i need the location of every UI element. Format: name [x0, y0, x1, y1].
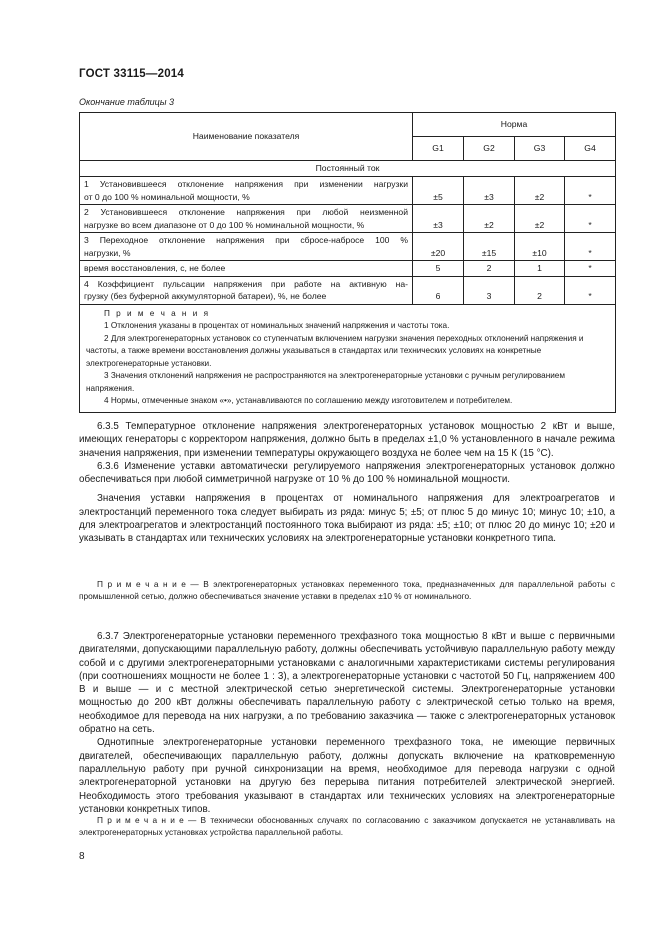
group-g2: G2 [464, 137, 515, 161]
group-g1: G1 [413, 137, 464, 161]
cell-value: 3 [464, 276, 515, 304]
table-notes [80, 304, 616, 412]
section-6-3-5-6 [79, 420, 615, 546]
note-1: 1 Отклонения указаны в процентах от номинальных значений напряжения и частоты тока. [104, 321, 450, 330]
paragraph-6-3-7-b: Однотипные электрогенераторные установки переменного трехфазного тока, не имеющие первичных двигателей, обеспечивающих параллельную работу, должны допускать включение на кратковременную параллельную работу при ручной синхронизации на время, необходимое для перевода нагрузки с одной электрогенераторной установки на другую без перерыва питания потребителей электрической энергией. Необходимость этого требования указывают в стандартах или технических условиях на электрогенераторные установки конкретных типов. [79, 737, 615, 815]
note-2: 2 Для электрогенераторных установок со ступенчатым включением нагрузки значения переходных отклонений напряжения и частоты, а также времени восстановления должны указываться в стандартах или технических условиях на конкретные электрогенераторные установки. [86, 333, 584, 368]
row-label: 4 Коэффициент пульсации напряжения при работе на активную на- [84, 278, 408, 289]
section-6-3-7 [79, 630, 615, 816]
norms-table [79, 112, 616, 413]
group-g3: G3 [515, 137, 565, 161]
cell-value: * [565, 177, 616, 205]
table-row [80, 276, 616, 304]
cell-value: * [565, 233, 616, 261]
note-text: П р и м е ч а н и е — В технически обоснованных случаях по согласованию с заказчиком допускается не устанавливать на электрогенераторных установках устройства параллельной работы. [79, 815, 615, 837]
page-number: 8 [79, 851, 85, 862]
paragraph-6-3-6: 6.3.6 Изменение уставки автоматически регулируемого напряжения электрогенераторных установок должно обеспечиваться при любой симметричной нагрузке от 10 % до 100 % номинальной мощности. [79, 460, 615, 486]
table-caption: Окончание таблицы 3 [79, 97, 174, 107]
note-3: 3 Значения отклонений напряжения не распространяются на электрогенераторные установки с ручным регулированием напряжения. [86, 371, 565, 393]
cell-value: ±10 [515, 233, 565, 261]
cell-value: 6 [413, 276, 464, 304]
cell-value: ±15 [464, 233, 515, 261]
table-row [80, 177, 616, 205]
col-header-norm: Норма [413, 113, 616, 137]
table-row [80, 261, 616, 277]
cell-value: ±2 [515, 177, 565, 205]
cell-value: 2 [515, 276, 565, 304]
row-label: грузку (без буферной аккумуляторной батареи), %, не более [84, 291, 327, 301]
cell-value: * [565, 261, 616, 277]
table-row [80, 233, 616, 261]
row-label: 1 Установившееся отклонение напряжения при изменении нагрузки [84, 179, 408, 189]
row-label: нагрузки, % [84, 247, 131, 258]
group-g4: G4 [565, 137, 616, 161]
cell-value: * [565, 276, 616, 304]
cell-value: ±3 [464, 177, 515, 205]
row-label: время восстановления, с, не более [80, 261, 413, 277]
cell-value: ±3 [413, 205, 464, 233]
notes-title: П р и м е ч а н и я [104, 308, 211, 318]
cell-value: ±2 [464, 205, 515, 233]
row-label: 2 Установившееся отклонение напряжения при любой неизменной [84, 207, 408, 217]
cell-value: 5 [413, 261, 464, 277]
note-block-1 [79, 578, 615, 602]
document-header: ГОСТ 33115—2014 [79, 68, 184, 80]
row-label: от 0 до 100 % номинальной мощности, % [84, 191, 250, 202]
col-header-name: Наименование показателя [80, 113, 413, 161]
note-text: П р и м е ч а н и е — В электрогенераторных установках переменного тока, предназначенных для параллельной работы с промышленной сетью, должно обеспечиваться значение уставки в пределах ±10 % от номинального. [79, 579, 615, 601]
cell-value: ±20 [413, 233, 464, 261]
row-label: нагрузке во всем диапазоне от 0 до 100 % номинальной мощности, % [84, 219, 365, 230]
cell-value: 1 [515, 261, 565, 277]
cell-value: * [565, 205, 616, 233]
table-row [80, 205, 616, 233]
paragraph-6-3-6-values: Значения уставки напряжения в процентах от номинального напряжения для электроагрегатов и электростанций переменного тока следует выбирать из ряда: минус 5; ±5; от плюс 5 до минус 10; минус 10; ±10, а для электроагрегатов и электростанций постоянного тока выбирают из ряда: ±5; ±10; от плюс 20 до минус 10; ±20 и указывать в стандартах или технических условиях на электрогенераторные установки конкретного типа. [79, 493, 615, 545]
paragraph-6-3-5: 6.3.5 Температурное отклонение напряжения электрогенераторных установок мощностью 2 кВт и выше, имеющих генераторы с корректором напряжения, должно быть в пределах ±1,0 % установленного в начале режима значения напряжения, при изменении температуры окружающего воздуха не более чем на 15 К (15 °С). [79, 421, 615, 459]
row-label: 3 Переходное отклонение напряжения при сбросе-набросе 100 % [84, 235, 408, 245]
cell-value: 2 [464, 261, 515, 277]
section-row: Постоянный ток [80, 161, 616, 177]
note-block-2 [79, 814, 615, 838]
paragraph-6-3-7: 6.3.7 Электрогенераторные установки переменного трехфазного тока мощностью 8 кВт и выше с первичными двигателями, допускающими параллельную работу, должны обеспечивать устойчивую параллельную работу между собой и с другими электрогенераторными установками с аналогичными характеристиками системы регулирования (при соотношениях мощности не более 1 : 3), а электрогенераторные установки с частотой 50 Гц, напряжением 400 В и выше — и с местной электрической сетью энергетической системы. Электрогенераторные установки мощностью до 200 кВт должны обеспечивать параллельную работу с электрической сетью только на время, необходимое для перевода на них нагрузки, а по требованию заказчика — также с электрогенераторных установок обратно на сеть. [79, 631, 615, 736]
cell-value: ±5 [413, 177, 464, 205]
note-4: 4 Нормы, отмеченные знаком «•», устанавливаются по соглашению между изготовителем и потребителем. [104, 396, 513, 405]
cell-value: ±2 [515, 205, 565, 233]
